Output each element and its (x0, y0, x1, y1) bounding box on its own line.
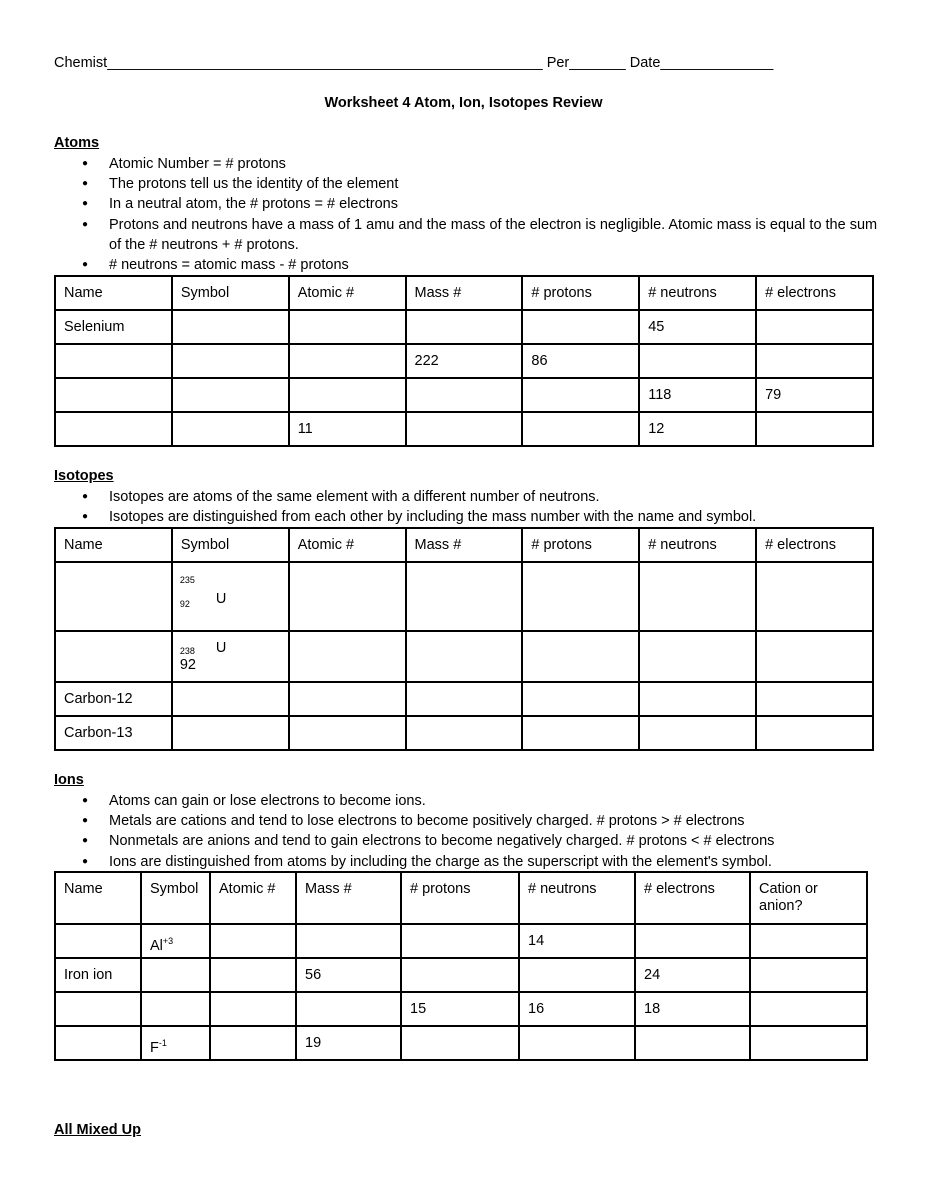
table-cell[interactable] (750, 1026, 867, 1060)
table-cell[interactable] (289, 310, 406, 344)
table-cell[interactable] (289, 631, 406, 682)
list-item: ● Atoms can gain or lose electrons to become ions. (78, 791, 878, 811)
list-item: ● Nonmetals are anions and tend to gain electrons to become negatively charged. # protons < # electrons (78, 831, 878, 851)
table-cell[interactable] (639, 562, 756, 631)
atoms-heading: Atoms (54, 135, 100, 151)
atoms-table (54, 275, 874, 447)
table-cell[interactable] (55, 631, 172, 682)
table-cell[interactable] (406, 378, 523, 412)
table-cell[interactable] (289, 344, 406, 378)
isotope-notation (181, 640, 280, 681)
column-header: Name (55, 872, 141, 924)
table-cell[interactable] (406, 716, 523, 750)
table-cell[interactable] (756, 412, 873, 446)
table-header-row (55, 528, 873, 562)
ion-symbol-cell[interactable] (141, 1026, 210, 1060)
table-cell[interactable] (406, 682, 523, 716)
table-cell[interactable]: 45 (639, 310, 756, 344)
table-cell[interactable] (401, 1026, 519, 1060)
element-symbol: F (150, 1040, 159, 1056)
isotopes-heading: Isotopes (54, 468, 114, 484)
table-cell[interactable]: 18 (635, 992, 750, 1026)
column-header: Mass # (406, 276, 523, 310)
table-cell[interactable] (55, 378, 172, 412)
atomic-number: 92 (179, 599, 190, 609)
list-item: ● Protons and neutrons have a mass of 1 amu and the mass of the electron is negligible. Atomic mass is equal to the sum of the # neutrons + # protons. (78, 215, 878, 255)
column-header: # protons (522, 276, 639, 310)
table-cell[interactable] (55, 1026, 141, 1060)
column-header: # electrons (756, 528, 873, 562)
table-cell[interactable] (296, 924, 401, 958)
table-cell[interactable] (55, 412, 172, 446)
table-cell[interactable] (756, 716, 873, 750)
table-cell[interactable] (406, 412, 523, 446)
column-header: Atomic # (289, 276, 406, 310)
column-header: Mass # (296, 872, 401, 924)
column-header: Cation or anion? (750, 872, 867, 924)
element-symbol: U (215, 640, 227, 656)
table-row (55, 562, 873, 631)
table-cell[interactable] (406, 562, 523, 631)
ion-charge: +3 (162, 936, 174, 946)
table-cell[interactable] (210, 924, 296, 958)
table-cell[interactable] (210, 992, 296, 1026)
table-cell[interactable] (289, 378, 406, 412)
list-item: ● The protons tell us the identity of the element (78, 174, 878, 194)
page-title: Worksheet 4 Atom, Ion, Isotopes Review (324, 95, 603, 111)
table-cell[interactable]: 12 (639, 412, 756, 446)
table-row (55, 716, 873, 750)
column-header: # electrons (756, 276, 873, 310)
table-cell[interactable] (639, 682, 756, 716)
table-row (55, 378, 873, 412)
ions-heading: Ions (54, 772, 84, 788)
element-symbol: Al (150, 938, 163, 954)
table-cell[interactable] (289, 562, 406, 631)
element-symbol: U (215, 591, 227, 607)
table-cell[interactable]: 79 (756, 378, 873, 412)
table-cell[interactable] (172, 378, 289, 412)
table-cell[interactable] (639, 631, 756, 682)
column-header: Name (55, 528, 172, 562)
table-row (55, 412, 873, 446)
per-label: Per (546, 55, 570, 71)
table-cell[interactable] (522, 682, 639, 716)
date-label: Date (629, 55, 661, 71)
student-info-line (54, 55, 773, 71)
column-header: Symbol (172, 276, 289, 310)
table-cell[interactable] (296, 992, 401, 1026)
table-row (55, 682, 873, 716)
table-cell[interactable] (55, 924, 141, 958)
ion-symbol-cell[interactable] (141, 924, 210, 958)
atoms-bullet-list (78, 154, 878, 275)
table-cell[interactable] (635, 924, 750, 958)
table-cell[interactable] (172, 310, 289, 344)
column-header: Name (55, 276, 172, 310)
table-cell[interactable] (522, 310, 639, 344)
table-cell[interactable] (172, 716, 289, 750)
table-cell[interactable] (750, 958, 867, 992)
table-cell[interactable] (172, 682, 289, 716)
table-cell[interactable] (522, 412, 639, 446)
table-cell[interactable]: 222 (406, 344, 523, 378)
table-cell[interactable] (210, 958, 296, 992)
ion-symbol-cell[interactable] (141, 992, 210, 1026)
table-row (55, 1026, 867, 1060)
table-cell[interactable] (55, 562, 172, 631)
table-row (55, 344, 873, 378)
per-blank[interactable]: _______ (569, 55, 626, 71)
table-cell[interactable] (750, 924, 867, 958)
column-header: # neutrons (639, 276, 756, 310)
list-item: ● Ions are distinguished from atoms by including the charge as the superscript with the element's symbol. (78, 852, 878, 872)
table-cell[interactable] (522, 562, 639, 631)
table-row (55, 924, 867, 958)
isotope-symbol-cell (172, 631, 289, 682)
date-blank[interactable]: ______________ (660, 55, 774, 71)
table-cell[interactable] (756, 344, 873, 378)
table-cell[interactable]: Carbon-13 (55, 716, 172, 750)
table-cell[interactable] (401, 924, 519, 958)
table-cell[interactable] (522, 631, 639, 682)
table-header-row (55, 872, 867, 924)
column-header: # neutrons (519, 872, 635, 924)
table-cell[interactable] (172, 344, 289, 378)
table-cell[interactable]: Selenium (55, 310, 172, 344)
table-cell[interactable]: 86 (522, 344, 639, 378)
isotope-symbol-cell (172, 562, 289, 631)
table-cell[interactable] (55, 344, 172, 378)
column-header: # protons (401, 872, 519, 924)
table-cell[interactable] (519, 1026, 635, 1060)
table-cell[interactable]: 24 (635, 958, 750, 992)
table-cell[interactable]: 14 (519, 924, 635, 958)
list-item: ● Isotopes are atoms of the same element with a different number of neutrons. (78, 487, 878, 507)
table-row (55, 631, 873, 682)
table-cell[interactable] (522, 716, 639, 750)
list-item: ● Atomic Number = # protons (78, 154, 878, 174)
table-cell[interactable] (519, 958, 635, 992)
mass-number: 235 (179, 575, 195, 585)
table-cell[interactable] (756, 562, 873, 631)
table-cell[interactable] (639, 344, 756, 378)
ions-table (54, 871, 868, 1061)
column-header: # neutrons (639, 528, 756, 562)
table-cell[interactable] (172, 412, 289, 446)
table-cell[interactable]: Iron ion (55, 958, 141, 992)
list-item: ● # neutrons = atomic mass - # protons (78, 255, 878, 275)
column-header: Atomic # (289, 528, 406, 562)
ions-bullet-list (78, 791, 878, 872)
table-cell[interactable] (406, 310, 523, 344)
isotopes-bullet-list (78, 487, 878, 527)
mixed-heading: All Mixed Up (54, 1122, 142, 1138)
table-cell[interactable]: 15 (401, 992, 519, 1026)
table-cell[interactable] (289, 716, 406, 750)
table-header-row (55, 276, 873, 310)
chemist-blank[interactable]: ______________________________________________________ (107, 55, 543, 71)
list-item: ● Isotopes are distinguished from each other by including the mass number with the name and symbol. (78, 507, 878, 527)
column-header: Symbol (141, 872, 210, 924)
table-cell[interactable] (406, 631, 523, 682)
table-cell[interactable] (401, 958, 519, 992)
table-cell[interactable] (756, 682, 873, 716)
table-cell[interactable]: 19 (296, 1026, 401, 1060)
column-header: # electrons (635, 872, 750, 924)
table-cell[interactable]: 118 (639, 378, 756, 412)
mass-number: 238 (179, 646, 195, 656)
list-item: ● In a neutral atom, the # protons = # electrons (78, 194, 878, 214)
table-cell[interactable] (750, 992, 867, 1026)
table-row (55, 992, 867, 1026)
ion-charge: -1 (158, 1038, 167, 1048)
table-cell[interactable]: 56 (296, 958, 401, 992)
table-cell[interactable] (55, 992, 141, 1026)
table-row (55, 310, 873, 344)
column-header: Atomic # (210, 872, 296, 924)
isotope-notation (181, 571, 280, 630)
column-header: # protons (522, 528, 639, 562)
table-cell[interactable] (635, 1026, 750, 1060)
column-header: Mass # (406, 528, 523, 562)
isotopes-table (54, 527, 874, 751)
ion-symbol-cell[interactable] (141, 958, 210, 992)
table-cell[interactable] (756, 310, 873, 344)
table-cell[interactable] (210, 1026, 296, 1060)
atomic-number: 92 (179, 657, 196, 673)
table-cell[interactable]: Carbon-12 (55, 682, 172, 716)
table-cell[interactable] (756, 631, 873, 682)
column-header: Symbol (172, 528, 289, 562)
list-item: ● Metals are cations and tend to lose electrons to become positively charged. # protons > # electrons (78, 811, 878, 831)
chemist-label: Chemist (54, 55, 108, 71)
table-cell[interactable] (639, 716, 756, 750)
table-cell[interactable]: 11 (289, 412, 406, 446)
table-cell[interactable] (289, 682, 406, 716)
table-row (55, 958, 867, 992)
table-cell[interactable] (522, 378, 639, 412)
table-cell[interactable]: 16 (519, 992, 635, 1026)
